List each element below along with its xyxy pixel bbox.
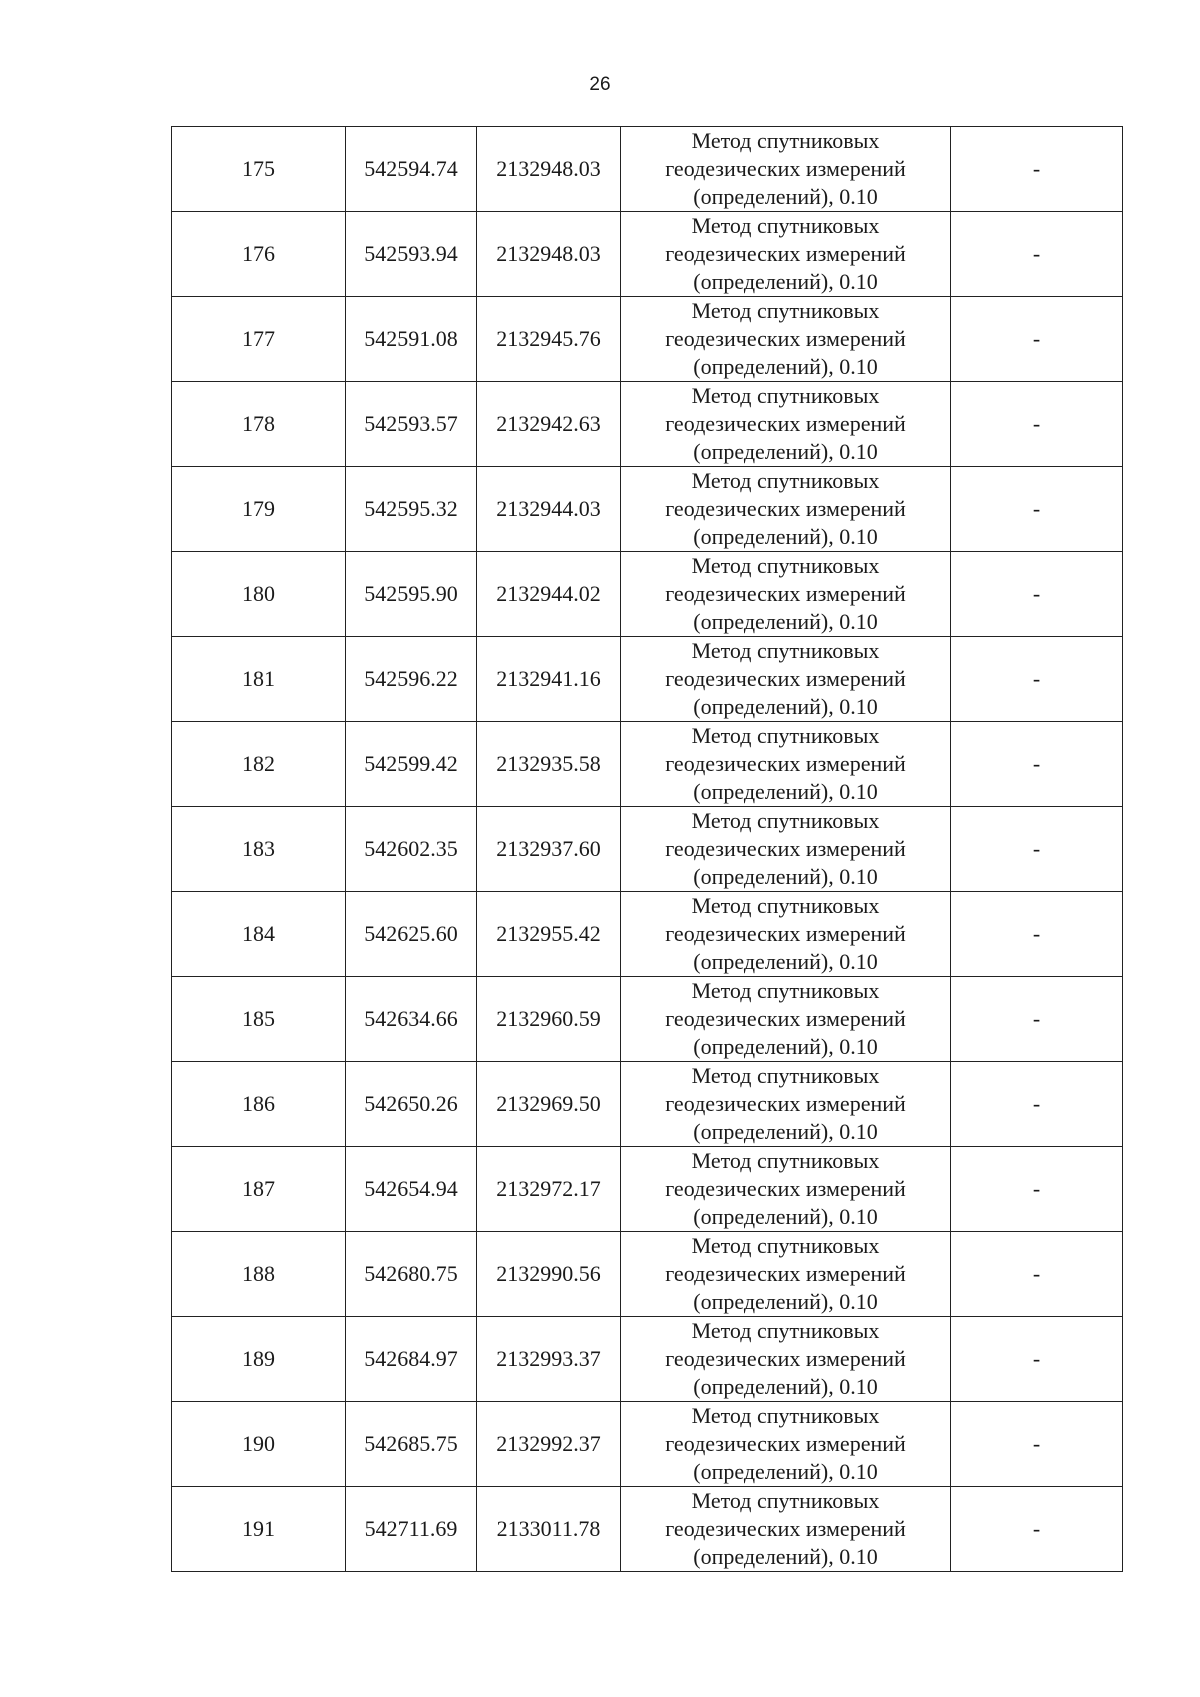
method-text-line: Метод спутниковых	[691, 213, 880, 238]
description-cell: -	[951, 1062, 1123, 1147]
x-coordinate-cell: 542596.22	[346, 637, 477, 722]
method-text-line: геодезических измерений	[665, 496, 906, 521]
y-coordinate-cell: 2132990.56	[477, 1232, 621, 1317]
method-text-line: (определений), 0.10	[693, 864, 878, 889]
y-coordinate-cell: 2132948.03	[477, 127, 621, 212]
method-text-line: Метод спутниковых	[691, 468, 880, 493]
method-text-line: геодезических измерений	[665, 1176, 906, 1201]
method-text-line: геодезических измерений	[665, 581, 906, 606]
coordinates-table	[171, 126, 1123, 1572]
y-coordinate-cell: 2132993.37	[477, 1317, 621, 1402]
method-cell	[621, 467, 951, 552]
x-coordinate-cell: 542625.60	[346, 892, 477, 977]
method-text-line: Метод спутниковых	[691, 638, 880, 663]
description-cell: -	[951, 977, 1123, 1062]
table-row	[172, 1147, 1123, 1232]
method-text-line: геодезических измерений	[665, 1091, 906, 1116]
method-text-line: геодезических измерений	[665, 1516, 906, 1541]
x-coordinate-cell: 542654.94	[346, 1147, 477, 1232]
point-number-cell: 188	[172, 1232, 346, 1317]
method-cell	[621, 1147, 951, 1232]
description-cell: -	[951, 127, 1123, 212]
x-coordinate-cell: 542680.75	[346, 1232, 477, 1317]
method-text-line: Метод спутниковых	[691, 808, 880, 833]
point-number-cell: 187	[172, 1147, 346, 1232]
description-cell: -	[951, 722, 1123, 807]
method-text-line: геодезических измерений	[665, 411, 906, 436]
description-cell: -	[951, 552, 1123, 637]
method-cell	[621, 1402, 951, 1487]
x-coordinate-cell: 542591.08	[346, 297, 477, 382]
x-coordinate-cell: 542711.69	[346, 1487, 477, 1572]
table-row	[172, 382, 1123, 467]
y-coordinate-cell: 2132992.37	[477, 1402, 621, 1487]
method-text-line: геодезических измерений	[665, 751, 906, 776]
point-number-cell: 177	[172, 297, 346, 382]
method-cell	[621, 1232, 951, 1317]
method-cell	[621, 212, 951, 297]
description-cell: -	[951, 212, 1123, 297]
method-text-line: (определений), 0.10	[693, 1034, 878, 1059]
method-text-line: (определений), 0.10	[693, 184, 878, 209]
description-cell: -	[951, 297, 1123, 382]
method-cell	[621, 1062, 951, 1147]
table-row	[172, 1062, 1123, 1147]
method-text-line: (определений), 0.10	[693, 354, 878, 379]
point-number-cell: 189	[172, 1317, 346, 1402]
method-text-line: (определений), 0.10	[693, 1544, 878, 1569]
method-text-line: Метод спутниковых	[691, 553, 880, 578]
method-text-line: (определений), 0.10	[693, 1204, 878, 1229]
y-coordinate-cell: 2132945.76	[477, 297, 621, 382]
y-coordinate-cell: 2132972.17	[477, 1147, 621, 1232]
description-cell: -	[951, 1402, 1123, 1487]
method-cell	[621, 382, 951, 467]
method-cell	[621, 722, 951, 807]
table-row	[172, 212, 1123, 297]
method-text-line: геодезических измерений	[665, 241, 906, 266]
method-text-line: (определений), 0.10	[693, 524, 878, 549]
table-row	[172, 1402, 1123, 1487]
page-number: 26	[589, 74, 611, 95]
x-coordinate-cell: 542634.66	[346, 977, 477, 1062]
description-cell: -	[951, 1317, 1123, 1402]
x-coordinate-cell: 542599.42	[346, 722, 477, 807]
method-cell	[621, 1317, 951, 1402]
point-number-cell: 178	[172, 382, 346, 467]
method-text-line: Метод спутниковых	[691, 1403, 880, 1428]
method-text-line: Метод спутниковых	[691, 978, 880, 1003]
method-text-line: (определений), 0.10	[693, 1119, 878, 1144]
method-text-line: Метод спутниковых	[691, 1148, 880, 1173]
table-row	[172, 722, 1123, 807]
method-cell	[621, 297, 951, 382]
method-text-line: Метод спутниковых	[691, 893, 880, 918]
y-coordinate-cell: 2132960.59	[477, 977, 621, 1062]
point-number-cell: 175	[172, 127, 346, 212]
point-number-cell: 182	[172, 722, 346, 807]
y-coordinate-cell: 2132935.58	[477, 722, 621, 807]
x-coordinate-cell: 542650.26	[346, 1062, 477, 1147]
method-text-line: Метод спутниковых	[691, 1488, 880, 1513]
table-row	[172, 1317, 1123, 1402]
table-row	[172, 637, 1123, 722]
method-text-line: геодезических измерений	[665, 666, 906, 691]
point-number-cell: 190	[172, 1402, 346, 1487]
method-cell	[621, 807, 951, 892]
method-text-line: Метод спутниковых	[691, 298, 880, 323]
y-coordinate-cell: 2132941.16	[477, 637, 621, 722]
point-number-cell: 183	[172, 807, 346, 892]
x-coordinate-cell: 542594.74	[346, 127, 477, 212]
description-cell: -	[951, 1487, 1123, 1572]
point-number-cell: 184	[172, 892, 346, 977]
method-cell	[621, 977, 951, 1062]
point-number-cell: 185	[172, 977, 346, 1062]
method-text-line: геодезических измерений	[665, 156, 906, 181]
description-cell: -	[951, 467, 1123, 552]
y-coordinate-cell: 2132942.63	[477, 382, 621, 467]
x-coordinate-cell: 542685.75	[346, 1402, 477, 1487]
description-cell: -	[951, 807, 1123, 892]
method-text-line: Метод спутниковых	[691, 1063, 880, 1088]
method-text-line: геодезических измерений	[665, 836, 906, 861]
x-coordinate-cell: 542602.35	[346, 807, 477, 892]
y-coordinate-cell: 2132955.42	[477, 892, 621, 977]
x-coordinate-cell: 542595.90	[346, 552, 477, 637]
method-text-line: геодезических измерений	[665, 1006, 906, 1031]
method-text-line: Метод спутниковых	[691, 1233, 880, 1258]
point-number-cell: 181	[172, 637, 346, 722]
table-row	[172, 1487, 1123, 1572]
method-text-line: геодезических измерений	[665, 326, 906, 351]
y-coordinate-cell: 2132944.03	[477, 467, 621, 552]
table-row	[172, 552, 1123, 637]
x-coordinate-cell: 542593.94	[346, 212, 477, 297]
x-coordinate-cell: 542684.97	[346, 1317, 477, 1402]
point-number-cell: 176	[172, 212, 346, 297]
table-row	[172, 297, 1123, 382]
method-text-line: (определений), 0.10	[693, 1374, 878, 1399]
y-coordinate-cell: 2132948.03	[477, 212, 621, 297]
y-coordinate-cell: 2132937.60	[477, 807, 621, 892]
method-text-line: (определений), 0.10	[693, 609, 878, 634]
description-cell: -	[951, 637, 1123, 722]
point-number-cell: 179	[172, 467, 346, 552]
method-text-line: (определений), 0.10	[693, 269, 878, 294]
method-cell	[621, 637, 951, 722]
point-number-cell: 186	[172, 1062, 346, 1147]
table-row	[172, 467, 1123, 552]
method-text-line: Метод спутниковых	[691, 128, 880, 153]
x-coordinate-cell: 542593.57	[346, 382, 477, 467]
table-row	[172, 977, 1123, 1062]
method-cell	[621, 892, 951, 977]
method-text-line: Метод спутниковых	[691, 1318, 880, 1343]
method-text-line: (определений), 0.10	[693, 949, 878, 974]
table-row	[172, 127, 1123, 212]
point-number-cell: 191	[172, 1487, 346, 1572]
method-text-line: (определений), 0.10	[693, 1459, 878, 1484]
description-cell: -	[951, 1232, 1123, 1317]
description-cell: -	[951, 1147, 1123, 1232]
method-text-line: Метод спутниковых	[691, 723, 880, 748]
table-row	[172, 892, 1123, 977]
method-text-line: геодезических измерений	[665, 1346, 906, 1371]
method-text-line: Метод спутниковых	[691, 383, 880, 408]
method-cell	[621, 552, 951, 637]
method-text-line: (определений), 0.10	[693, 439, 878, 464]
table-row	[172, 807, 1123, 892]
table-row	[172, 1232, 1123, 1317]
y-coordinate-cell: 2132944.02	[477, 552, 621, 637]
method-cell	[621, 127, 951, 212]
y-coordinate-cell: 2132969.50	[477, 1062, 621, 1147]
method-text-line: геодезических измерений	[665, 1261, 906, 1286]
coordinates-table-body	[172, 127, 1123, 1572]
description-cell: -	[951, 382, 1123, 467]
y-coordinate-cell: 2133011.78	[477, 1487, 621, 1572]
description-cell: -	[951, 892, 1123, 977]
point-number-cell: 180	[172, 552, 346, 637]
method-text-line: (определений), 0.10	[693, 779, 878, 804]
method-text-line: геодезических измерений	[665, 1431, 906, 1456]
method-text-line: (определений), 0.10	[693, 1289, 878, 1314]
method-text-line: (определений), 0.10	[693, 694, 878, 719]
x-coordinate-cell: 542595.32	[346, 467, 477, 552]
method-text-line: геодезических измерений	[665, 921, 906, 946]
method-cell	[621, 1487, 951, 1572]
